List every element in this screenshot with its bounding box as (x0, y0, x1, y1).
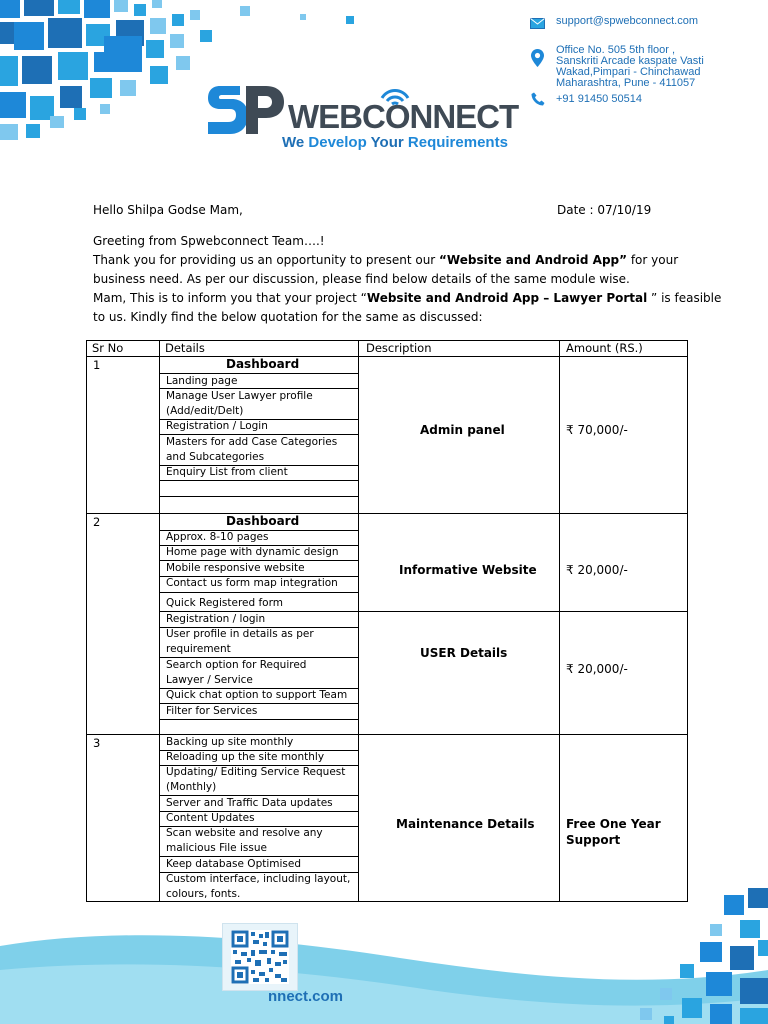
email-link[interactable]: support@spwebconnect.com (556, 15, 699, 27)
sr-number: 2 (93, 515, 101, 529)
detail-item: Masters for add Case Categories (166, 436, 338, 448)
sr-number: 1 (93, 358, 101, 372)
detail-item: (Monthly) (166, 781, 217, 793)
detail-item: Server and Traffic Data updates (166, 797, 333, 809)
letter-date: Date : 07/10/19 (557, 203, 652, 217)
amount-cell: ₹ 20,000/- (566, 662, 628, 676)
logo-wordmark: WEBCONNECT (288, 98, 519, 135)
address-line: Office No. 505 5th floor , (556, 44, 676, 56)
address-line: Sanskriti Arcade kaspate Vasti (556, 55, 704, 67)
salutation: Hello Shilpa Godse Mam, (93, 203, 243, 217)
detail-item: Keep database Optimised (166, 858, 302, 870)
detail-item: Lawyer / Service (166, 674, 253, 686)
detail-item: Approx. 8-10 pages (166, 531, 269, 543)
paragraph-line: to us. Kindly find the below quotation for the same as discussed: (93, 310, 483, 324)
detail-item: malicious File issue (166, 842, 267, 854)
phone-number: +91 91450 50514 (556, 93, 642, 105)
logo-tagline: We Develop Your Requirements (282, 134, 508, 151)
footer-website[interactable]: nnect.com (268, 988, 344, 1005)
detail-item: Scan website and resolve any (166, 827, 323, 839)
sr-number: 3 (93, 736, 101, 750)
description-cell: Informative Website (399, 563, 537, 577)
amount-cell: Support (566, 833, 621, 847)
greeting: Greeting from Spwebconnect Team….! (93, 234, 325, 248)
detail-item: and Subcategories (166, 451, 265, 463)
address-line: Maharashtra, Pune - 411057 (556, 77, 696, 89)
amount-cell: ₹ 20,000/- (566, 563, 628, 577)
qr-code (222, 923, 298, 991)
column-header-amount: Amount (RS.) (566, 341, 643, 355)
detail-item: Manage User Lawyer profile (166, 390, 313, 402)
amount-cell: Free One Year (566, 817, 661, 831)
description-cell: USER Details (420, 646, 508, 660)
description-cell: Maintenance Details (396, 817, 535, 831)
detail-item: Reloading up the site monthly (166, 751, 325, 763)
paragraph-line: Mam, This is to inform you that your project “Website and Android App – Lawyer Portal ” is feasible (93, 291, 722, 305)
column-header-sr-no: Sr No (92, 341, 124, 355)
detail-item: Updating/ Editing Service Request (166, 766, 346, 778)
detail-item: requirement (166, 643, 231, 655)
detail-item: User profile in details as per (166, 628, 314, 640)
detail-item: Custom interface, including layout, (166, 873, 351, 885)
phone-icon (531, 92, 545, 106)
detail-item: Registration / login (166, 613, 266, 625)
description-cell: Admin panel (420, 423, 505, 437)
detail-item: Landing page (166, 375, 238, 387)
section-heading: Dashboard (226, 357, 300, 371)
detail-item: Quick chat option to support Team (166, 689, 348, 701)
detail-item: Mobile responsive website (166, 562, 305, 574)
email-icon (530, 18, 545, 29)
detail-item: Enquiry List from client (166, 466, 288, 478)
amount-cell: ₹ 70,000/- (566, 423, 628, 437)
sp-logo-mark (206, 82, 288, 140)
detail-item: Quick Registered form (166, 597, 283, 609)
detail-item: Home page with dynamic design (166, 546, 339, 558)
column-header-details: Details (165, 341, 205, 355)
column-header-description: Description (366, 341, 432, 355)
detail-item: Registration / Login (166, 420, 268, 432)
wifi-signal-icon (378, 86, 412, 108)
detail-item: colours, fonts. (166, 888, 241, 900)
detail-item: (Add/edit/Delt) (166, 405, 244, 417)
footer-wave (0, 930, 768, 1024)
paragraph-line: Thank you for providing us an opportunity to present our “Website and Android App” for your (93, 253, 679, 267)
address-line: Wakad,Pimpari - Chinchawad (556, 66, 701, 78)
location-pin-icon (531, 49, 544, 67)
detail-item: Contact us form map integration (166, 577, 338, 589)
detail-item: Content Updates (166, 812, 255, 824)
paragraph-line: business need. As per our discussion, please find below details of the same module wise. (93, 272, 630, 286)
qr-code-image (223, 924, 297, 990)
section-heading: Dashboard (226, 514, 300, 528)
detail-item: Filter for Services (166, 705, 258, 717)
detail-item: Search option for Required (166, 659, 307, 671)
detail-item: Backing up site monthly (166, 736, 294, 748)
